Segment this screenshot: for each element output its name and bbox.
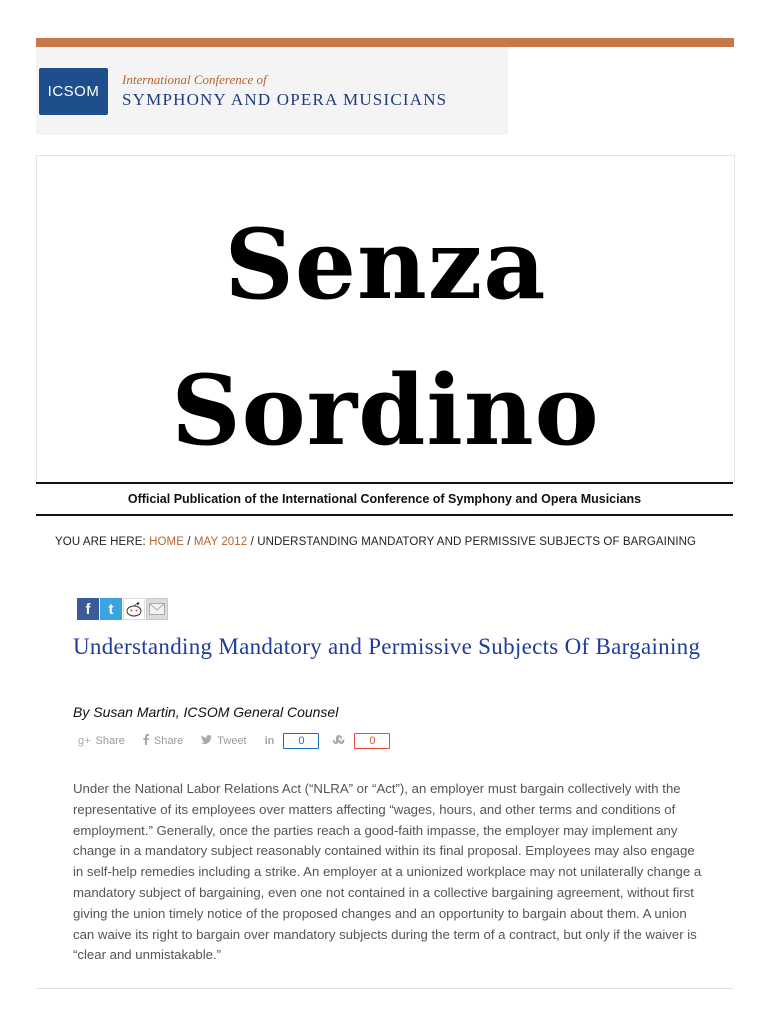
reddit-icon[interactable] <box>123 598 145 620</box>
google-plus-share-button[interactable] <box>78 735 125 747</box>
social-share-row <box>78 732 408 750</box>
twitter-bird-icon <box>201 735 212 747</box>
linkedin-share-button[interactable] <box>265 733 320 749</box>
masthead-title[interactable] <box>37 192 734 484</box>
facebook-icon[interactable]: f <box>77 598 99 620</box>
breadcrumb-issue-link[interactable]: MAY 2012 <box>193 536 248 548</box>
tweet-button[interactable] <box>201 735 246 747</box>
masthead-title-line1: Senza <box>224 208 547 321</box>
breadcrumb-home-link[interactable]: HOME <box>149 536 184 548</box>
logo-text: ICSOM <box>47 83 100 100</box>
icsom-logo[interactable] <box>39 68 108 115</box>
envelope-shape <box>149 603 165 615</box>
facebook-f-icon <box>143 734 149 748</box>
breadcrumb-separator: / <box>247 536 258 548</box>
facebook-share-label: Share <box>153 735 184 747</box>
breadcrumb-current: UNDERSTANDING MANDATORY AND PERMISSIVE SUBJECTS OF BARGAINING <box>257 536 697 548</box>
reddit-alien-shape <box>125 601 143 617</box>
content-divider <box>36 988 733 989</box>
email-icon[interactable] <box>146 598 168 620</box>
breadcrumb-prefix: YOU ARE HERE: <box>55 536 150 548</box>
linkedin-share-count: 0 <box>283 733 319 749</box>
article-title: Understanding Mandatory and Permissive Subjects Of Bargaining <box>73 634 701 659</box>
tweet-label: Tweet <box>217 735 247 747</box>
top-accent-bar <box>36 38 734 47</box>
brand-name[interactable]: SYMPHONY AND OPERA MUSICIANS <box>122 90 448 109</box>
stumbleupon-share-button[interactable] <box>333 733 390 749</box>
twitter-icon[interactable]: t <box>100 598 122 620</box>
brand-subtitle: International Conference of <box>122 72 267 87</box>
stumbleupon-share-count: 0 <box>354 733 390 749</box>
stumbleupon-icon <box>333 735 345 747</box>
breadcrumb-separator: / <box>183 536 194 548</box>
linkedin-icon: in <box>264 735 275 747</box>
facebook-share-button[interactable] <box>143 734 183 748</box>
google-plus-share-label: Share <box>95 735 125 747</box>
publication-line: Official Publication of the International Conference of Symphony and Opera Musicians <box>36 482 733 516</box>
google-plus-icon: g+ <box>78 735 91 747</box>
masthead <box>36 155 735 483</box>
article-body-paragraph: Under the National Labor Relations Act (“NLRA” or “Act”), an employer must bargain collectively with the representative of its employees over matters affecting “wages, hours, and other terms and conditions of employment.” Generally, once the parties reach a good-faith impasse, the employer may implement any change in a mandatory subject reasonably contained within its final proposal. Employees may also engage in self-help remedies including a strike. An employer at a unionized workplace may not unilaterally change a mandatory subject of bargaining, even one not contained in a collective bargaining agreement, without first giving the union timely notice of the proposed changes and an opportunity to bargain about them. A union can waive its right to bargain over mandatory subjects during the term of a contract, but only if the waiver is “clear and unmistakable.” <box>73 781 702 963</box>
article-byline: By Susan Martin, ICSOM General Counsel <box>73 704 339 720</box>
share-icon-bar <box>77 598 168 620</box>
masthead-title-line2: Sordino <box>171 354 600 467</box>
site-header <box>36 47 508 135</box>
breadcrumb <box>55 536 696 548</box>
